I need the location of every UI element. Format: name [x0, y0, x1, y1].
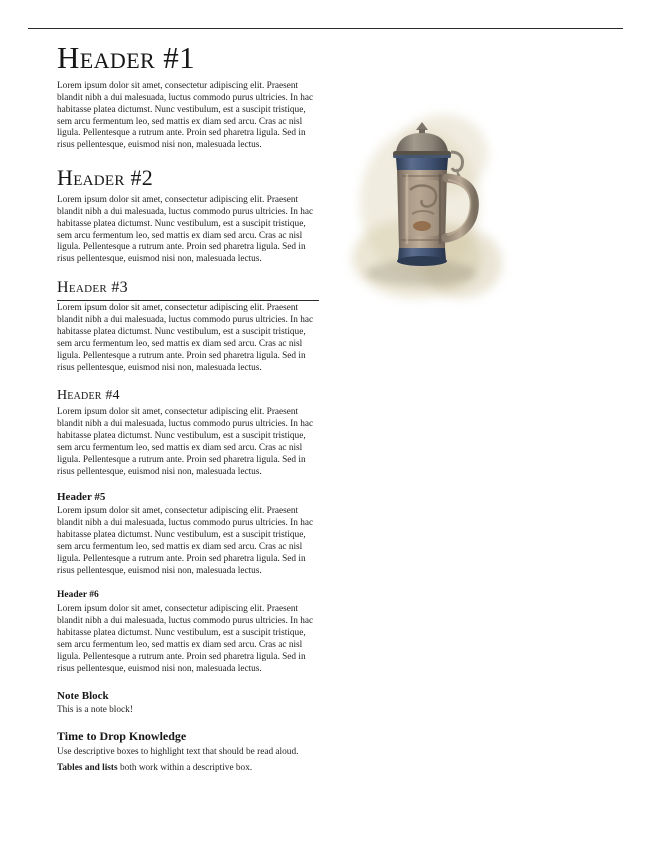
descriptive-box-title: Time to Drop Knowledge [57, 729, 187, 744]
descriptive-box-line-1: Use descriptive boxes to highlight text that should be read aloud. [57, 747, 299, 758]
note-block-title: Note Block [57, 690, 109, 703]
descriptive-box-line-2-strong: Tables and lists [57, 763, 118, 774]
beer-stein-illustration [352, 108, 552, 308]
heading-3: Header #3 [57, 280, 319, 301]
heading-5: Header #5 [57, 490, 106, 503]
page-title: Header #1 [57, 40, 196, 75]
paragraph: Lorem ipsum dolor sit amet, consectetur adipiscing elit. Praesent blandit nibh a dui malesuada, luctus commodo purus ultricies. In hac habitasse platea dictumst. Nunc vestibulum, est a suscipit tristique, sem arcu fermentum leo, sed mattis ex diam sed arcu. Cras ac nisl ligula. Pellentesque a rutrum ante. Proin sed pharetra ligula. Sed in risus pellentesque, euismod nisi non, malesuada lectus. [57, 506, 314, 577]
descriptive-box-line-2 [57, 763, 307, 775]
paragraph: Lorem ipsum dolor sit amet, consectetur adipiscing elit. Praesent blandit nibh a dui malesuada, luctus commodo purus ultricies. In hac habitasse platea dictumst. Nunc vestibulum, est a suscipit tristique, sem arcu fermentum leo, sed mattis ex diam sed arcu. Cras ac nisl ligula. Pellentesque a rutrum ante. Proin sed pharetra ligula. Sed in risus pellentesque, euismod nisi non, malesuada lectus. [57, 406, 314, 477]
paragraph: Lorem ipsum dolor sit amet, consectetur adipiscing elit. Praesent blandit nibh a dui malesuada, luctus commodo purus ultricies. In hac habitasse platea dictumst. Nunc vestibulum, est a suscipit tristique, sem arcu fermentum leo, sed mattis ex diam sed arcu. Cras ac nisl ligula. Pellentesque a rutrum ante. Proin sed pharetra ligula. Sed in risus pellentesque, euismod nisi non, malesuada lectus. [57, 303, 314, 374]
paragraph: Lorem ipsum dolor sit amet, consectetur adipiscing elit. Praesent blandit nibh a dui malesuada, luctus commodo purus ultricies. In hac habitasse platea dictumst. Nunc vestibulum, est a suscipit tristique, sem arcu fermentum leo, sed mattis ex diam sed arcu. Cras ac nisl ligula. Pellentesque a rutrum ante. Proin sed pharetra ligula. Sed in risus pellentesque, euismod nisi non, malesuada lectus. [57, 604, 314, 675]
note-block-body: This is a note block! [57, 705, 133, 716]
paragraph: Lorem ipsum dolor sit amet, consectetur adipiscing elit. Praesent blandit nibh a dui malesuada, luctus commodo purus ultricies. In hac habitasse platea dictumst. Nunc vestibulum, est a suscipit tristique, sem arcu fermentum leo, sed mattis ex diam sed arcu. Cras ac nisl ligula. Pellentesque a rutrum ante. Proin sed pharetra ligula. Sed in risus pellentesque, euismod nisi non, malesuada lectus. [57, 194, 314, 265]
note-block [57, 690, 319, 717]
document-body [57, 36, 319, 779]
paragraph: Lorem ipsum dolor sit amet, consectetur adipiscing elit. Praesent blandit nibh a dui malesuada, luctus commodo purus ultricies. In hac habitasse platea dictumst. Nunc vestibulum, est a suscipit tristique, sem arcu fermentum leo, sed mattis ex diam sed arcu. Cras ac nisl ligula. Pellentesque a rutrum ante. Proin sed pharetra ligula. Sed in risus pellentesque, euismod nisi non, malesuada lectus. [57, 80, 314, 151]
heading-2: Header #2 [57, 165, 154, 191]
descriptive-box [57, 729, 319, 775]
heading-4: Header #4 [57, 388, 120, 404]
page-top-rule [28, 28, 623, 29]
heading-6: Header #6 [57, 590, 99, 601]
descriptive-box-line-2-rest: both work within a descriptive box. [117, 763, 253, 774]
stein-drawing [352, 108, 552, 308]
